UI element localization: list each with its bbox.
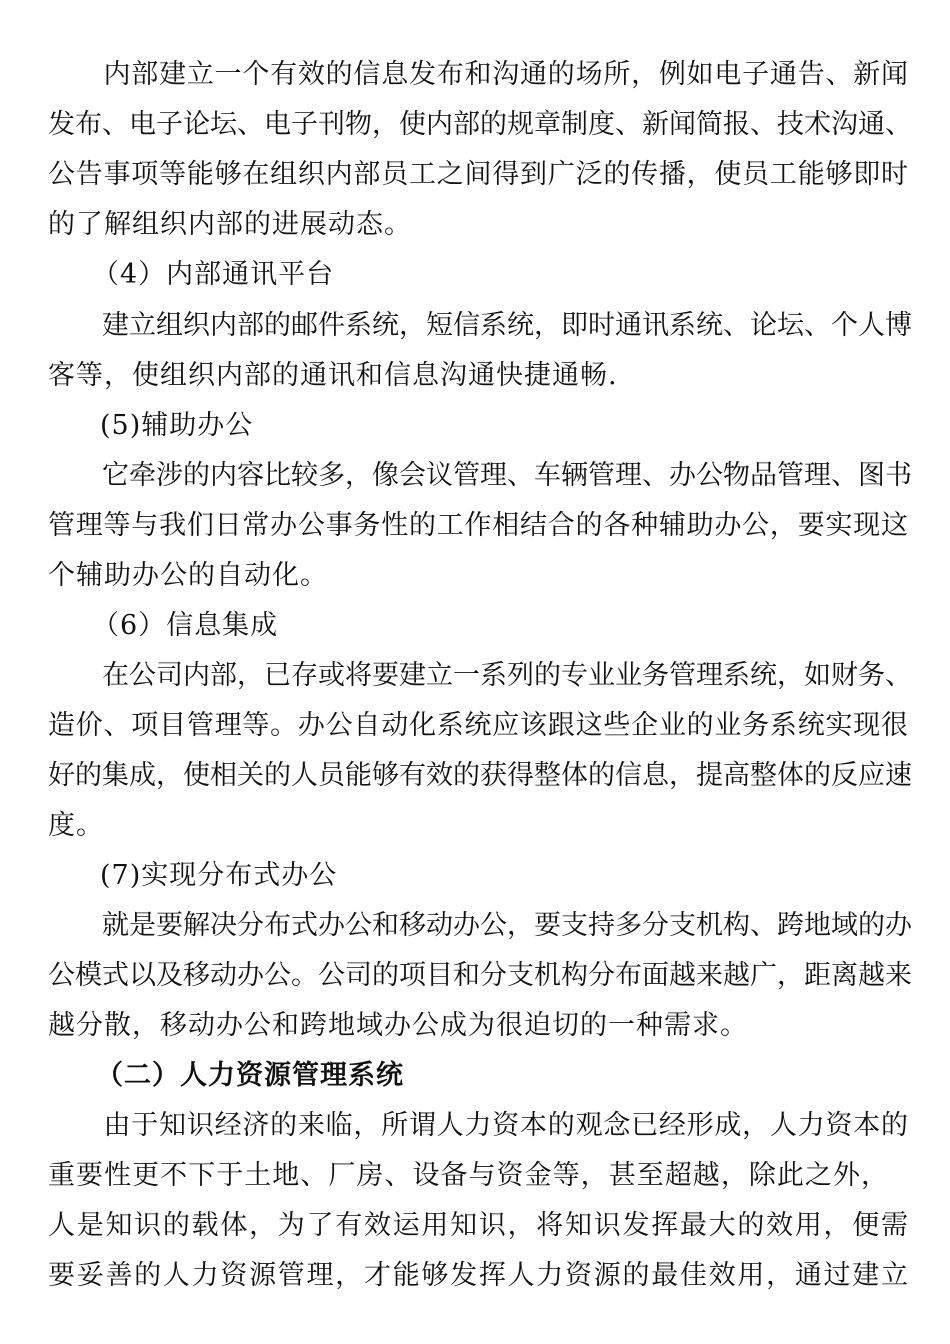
paragraph-line: 管理等与我们日常办公事务性的工作相结合的各种辅助办公，要实现这 bbox=[48, 510, 908, 541]
chapter-heading: （二）人力资源管理系统 bbox=[96, 1060, 404, 1091]
paragraph-line: 公模式以及移动办公。公司的项目和分支机构分布面越来越广，距离越来 bbox=[48, 960, 912, 991]
section-heading-5: (5)辅助办公 bbox=[100, 410, 254, 441]
section-heading-6: （6）信息集成 bbox=[92, 610, 279, 641]
paragraph-line: 人是知识的载体，为了有效运用知识，将知识发挥最大的效用，便需 bbox=[48, 1210, 908, 1241]
paragraph-line: 度。 bbox=[48, 810, 104, 841]
paragraph-line: 发布、电子论坛、电子刊物，使内部的规章制度、新闻简报、技术沟通、 bbox=[48, 109, 912, 140]
paragraph-line: 客等，使组织内部的通讯和信息沟通快捷通畅. bbox=[48, 360, 618, 391]
paragraph-line: 重要性更不下于土地、厂房、设备与资金等，甚至超越，除此之外， bbox=[48, 1160, 888, 1191]
paragraph-line: 造价、项目管理等。办公自动化系统应该跟这些企业的业务系统实现很 bbox=[48, 710, 908, 741]
paragraph-line: 它牵涉的内容比较多，像会议管理、车辆管理、办公物品管理、图书 bbox=[48, 460, 912, 491]
paragraph-line: 就是要解决分布式办公和移动办公，要支持多分支机构、跨地域的办 bbox=[48, 910, 912, 941]
paragraph-line: 公告事项等能够在组织内部员工之间得到广泛的传播，使员工能够即时 bbox=[48, 159, 908, 190]
paragraph-line: 内部建立一个有效的信息发布和沟通的场所，例如电子通告、新闻 bbox=[48, 59, 908, 90]
paragraph-line: 要妥善的人力资源管理，才能够发挥人力资源的最佳效用，通过建立 bbox=[48, 1260, 908, 1291]
paragraph-line: 越分散，移动办公和跨地域办公成为很迫切的一种需求。 bbox=[48, 1010, 748, 1041]
section-heading-7: (7)实现分布式办公 bbox=[100, 860, 338, 891]
paragraph-line: 在公司内部，已存或将要建立一系列的专业业务管理系统，如财务、 bbox=[48, 660, 912, 691]
paragraph-line: 建立组织内部的邮件系统，短信系统，即时通讯系统、论坛、个人博 bbox=[48, 310, 912, 341]
paragraph-line: 由于知识经济的来临，所谓人力资本的观念已经形成，人力资本的 bbox=[48, 1110, 908, 1141]
paragraph-line: 的了解组织内部的进展动态。 bbox=[48, 209, 412, 240]
section-heading-4: （4）内部通讯平台 bbox=[92, 259, 335, 290]
paragraph-line: 个辅助办公的自动化。 bbox=[48, 560, 328, 591]
paragraph-line: 好的集成，使相关的人员能够有效的获得整体的信息，提高整体的反应速 bbox=[48, 760, 912, 791]
